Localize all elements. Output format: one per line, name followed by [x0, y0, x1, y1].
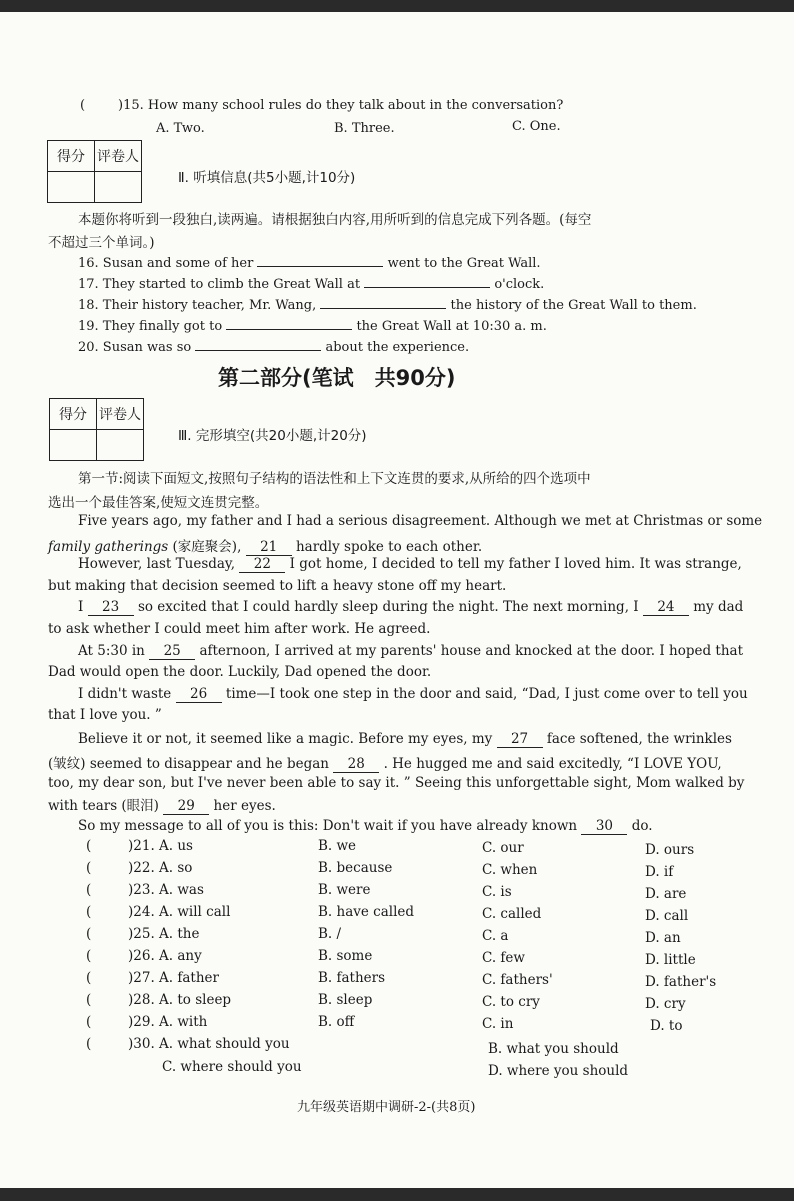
option-23-b[interactable]: B. were: [318, 882, 371, 898]
blank-21[interactable]: 21: [246, 539, 292, 556]
score-table-section3: [49, 398, 144, 461]
passage-text: with tears (眼泪): [48, 798, 159, 814]
passage-text: do.: [631, 818, 653, 834]
option-27-a[interactable]: )27. A. father: [128, 970, 219, 986]
option-21-c[interactable]: C. our: [482, 840, 524, 856]
option-26-c[interactable]: C. few: [482, 950, 525, 966]
option-28-b[interactable]: B. sleep: [318, 992, 373, 1008]
option-23-a[interactable]: )23. A. was: [128, 882, 204, 898]
option-25-a[interactable]: )25. A. the: [128, 926, 200, 942]
option-30-d[interactable]: D. where you should: [488, 1063, 629, 1079]
passage-text: her eyes.: [213, 798, 276, 814]
option-22-b[interactable]: B. because: [318, 860, 393, 876]
passage-line-8: Dad would open the door. Luckily, Dad opened the door.: [48, 664, 432, 680]
option-22-d[interactable]: D. if: [645, 864, 674, 880]
passage-text: At 5:30 in: [78, 643, 145, 659]
option-25-c[interactable]: C. a: [482, 928, 509, 944]
passage-line-9: [78, 686, 748, 703]
blank-30[interactable]: 30: [581, 818, 627, 835]
passage-text: Believe it or not, it seemed like a magic. Before my eyes, my: [78, 731, 493, 747]
passage-line-14: [48, 794, 276, 815]
option-30-a[interactable]: )30. A. what should you: [128, 1036, 290, 1052]
q17-prefix: 17. They started to climb the Great Wall at: [78, 277, 361, 292]
option-21-d[interactable]: D. ours: [645, 842, 695, 858]
option-22-a[interactable]: )22. A. so: [128, 860, 193, 876]
passage-gloss: (家庭聚会),: [172, 539, 242, 555]
q15-option-a: A. Two.: [156, 121, 205, 136]
q20-suffix: about the experience.: [325, 340, 470, 355]
passage-text: hardly spoke to each other.: [295, 539, 483, 555]
score-header: 得分: [50, 399, 97, 430]
score-table-section2: [47, 140, 142, 203]
part2-title: 第二部分(笔试 共90分): [218, 366, 456, 390]
q15-paren: (: [80, 98, 86, 113]
top-scan-edge: [0, 0, 794, 12]
q15-option-c: C. One.: [512, 119, 561, 134]
section2-instruction-line2: 不超过三个单词。): [48, 235, 155, 251]
passage-text: so excited that I could hardly sleep during the night. The next morning, I: [137, 599, 639, 615]
option-row-26-paren[interactable]: (: [86, 948, 92, 964]
passage-line-10: that I love you. ”: [48, 707, 162, 723]
option-27-c[interactable]: C. fathers': [482, 972, 553, 988]
q17: [78, 273, 544, 292]
q20: [78, 336, 469, 355]
option-24-a[interactable]: )24. A. will call: [128, 904, 231, 920]
passage-line-11: [78, 731, 732, 748]
blank-27[interactable]: 27: [497, 731, 543, 748]
q20-blank[interactable]: [195, 336, 321, 351]
option-24-d[interactable]: D. call: [645, 908, 689, 924]
q18-prefix: 18. Their history teacher, Mr. Wang,: [78, 298, 317, 313]
option-row-30-paren[interactable]: (: [86, 1036, 92, 1052]
option-29-d[interactable]: D. to: [650, 1018, 683, 1034]
section3-instruction-line2: 选出一个最佳答案,使短文连贯完整。: [48, 495, 269, 511]
q19-blank[interactable]: [226, 315, 352, 330]
option-23-d[interactable]: D. are: [645, 886, 687, 902]
passage-line-6: to ask whether I could meet him after work. He agreed.: [48, 621, 431, 637]
q19-prefix: 19. They finally got to: [78, 319, 223, 334]
passage-text: I got home, I decided to tell my father I loved him. It was strange,: [289, 556, 742, 572]
option-29-c[interactable]: C. in: [482, 1016, 514, 1032]
passage-text: afternoon, I arrived at my parents' house and knocked at the door. I hoped that: [199, 643, 743, 659]
passage-text: I didn't waste: [78, 686, 172, 702]
q15-text: )15. How many school rules do they talk about in the conversation?: [118, 98, 564, 113]
option-row-24-paren[interactable]: (: [86, 904, 92, 920]
option-28-d[interactable]: D. cry: [645, 996, 686, 1012]
q18: [78, 294, 697, 313]
blank-26[interactable]: 26: [176, 686, 222, 703]
option-26-d[interactable]: D. little: [645, 952, 696, 968]
passage-text: . He hugged me and said excitedly, “I LOVE YOU,: [383, 756, 722, 772]
option-29-a[interactable]: )29. A. with: [128, 1014, 208, 1030]
q16-prefix: 16. Susan and some of her: [78, 256, 254, 271]
blank-29[interactable]: 29: [163, 798, 209, 815]
passage-line-7: [78, 643, 743, 660]
option-28-c[interactable]: C. to cry: [482, 994, 540, 1010]
passage-text: I: [78, 599, 84, 615]
option-row-27-paren[interactable]: (: [86, 970, 92, 986]
passage-text: my dad: [693, 599, 744, 615]
blank-22[interactable]: 22: [239, 556, 285, 573]
option-22-c[interactable]: C. when: [482, 862, 538, 878]
passage-line-15: [78, 818, 653, 835]
section2-title: Ⅱ. 听填信息(共5小题,计10分): [178, 170, 356, 186]
section3-instruction-line1: 第一节:阅读下面短文,按照句子结构的语法性和上下文连贯的要求,从所给的四个选项中: [78, 471, 591, 487]
passage-line-5: [78, 599, 743, 616]
q16-blank[interactable]: [257, 252, 383, 267]
option-row-23-paren[interactable]: (: [86, 882, 92, 898]
q16-suffix: went to the Great Wall.: [387, 256, 541, 271]
grader-header: 评卷人: [97, 399, 144, 430]
option-row-25-paren[interactable]: (: [86, 926, 92, 942]
passage-line-1: Five years ago, my father and I had a serious disagreement. Although we met at Christmas or some: [78, 513, 763, 529]
page-footer: 九年级英语期中调研-2-(共8页): [297, 1100, 476, 1115]
passage-line-3: [78, 556, 742, 573]
score-cell[interactable]: [48, 172, 95, 203]
option-28-a[interactable]: )28. A. to sleep: [128, 992, 232, 1008]
passage-line-12: [48, 752, 722, 773]
option-row-28-paren[interactable]: (: [86, 992, 92, 1008]
option-row-22-paren[interactable]: (: [86, 860, 92, 876]
blank-28[interactable]: 28: [333, 756, 379, 773]
passage-line-13: too, my dear son, but I've never been able to say it. ” Seeing this unforgettable sight, Mom walked by: [48, 775, 745, 791]
blank-24[interactable]: 24: [643, 599, 689, 616]
option-24-b[interactable]: B. have called: [318, 904, 415, 920]
option-30-c[interactable]: C. where should you: [162, 1059, 302, 1075]
passage-text: time—I took one step in the door and said, “Dad, I just come over to tell you: [225, 686, 748, 702]
q18-blank[interactable]: [320, 294, 446, 309]
option-row-29-paren[interactable]: (: [86, 1014, 92, 1030]
q19-suffix: the Great Wall at 10:30 a. m.: [356, 319, 547, 334]
grader-cell[interactable]: [95, 172, 142, 203]
option-row-21-paren[interactable]: (: [86, 838, 92, 854]
option-21-a[interactable]: )21. A. us: [128, 838, 193, 854]
section3-title: Ⅲ. 完形填空(共20小题,计20分): [178, 428, 367, 444]
passage-line-4: but making that decision seemed to lift a heavy stone off my heart.: [48, 578, 507, 594]
q16: [78, 252, 541, 271]
bottom-scan-edge: [0, 1188, 794, 1201]
option-29-b[interactable]: B. off: [318, 1014, 355, 1030]
q18-suffix: the history of the Great Wall to them.: [450, 298, 697, 313]
grader-header: 评卷人: [95, 141, 142, 172]
option-30-b[interactable]: B. what you should: [488, 1041, 619, 1057]
q15-option-b: B. Three.: [334, 121, 395, 136]
section2-instruction-line1: 本题你将听到一段独白,读两遍。请根据独白内容,用所听到的信息完成下列各题。(每空: [78, 212, 592, 228]
option-26-b[interactable]: B. some: [318, 948, 373, 964]
option-25-d[interactable]: D. an: [645, 930, 681, 946]
passage-text: So my message to all of you is this: Don't wait if you have already known: [78, 818, 578, 834]
option-26-a[interactable]: )26. A. any: [128, 948, 202, 964]
option-23-c[interactable]: C. is: [482, 884, 512, 900]
option-24-c[interactable]: C. called: [482, 906, 542, 922]
q19: [78, 315, 547, 334]
passage-text: (皱纹) seemed to disappear and he began: [48, 756, 329, 772]
q17-suffix: o'clock.: [494, 277, 545, 292]
passage-text: face softened, the wrinkles: [546, 731, 732, 747]
option-27-d[interactable]: D. father's: [645, 974, 717, 990]
score-cell[interactable]: [50, 430, 97, 461]
option-27-b[interactable]: B. fathers: [318, 970, 386, 986]
q20-prefix: 20. Susan was so: [78, 340, 192, 355]
score-header: 得分: [48, 141, 95, 172]
passage-text: However, last Tuesday,: [78, 556, 236, 572]
q17-blank[interactable]: [364, 273, 490, 288]
blank-23[interactable]: 23: [88, 599, 134, 616]
option-21-b[interactable]: B. we: [318, 838, 357, 854]
option-25-b[interactable]: B. /: [318, 926, 342, 942]
passage-italic-term: family gatherings: [48, 539, 169, 555]
passage-line-2: [48, 535, 482, 556]
grader-cell[interactable]: [97, 430, 144, 461]
blank-25[interactable]: 25: [149, 643, 195, 660]
